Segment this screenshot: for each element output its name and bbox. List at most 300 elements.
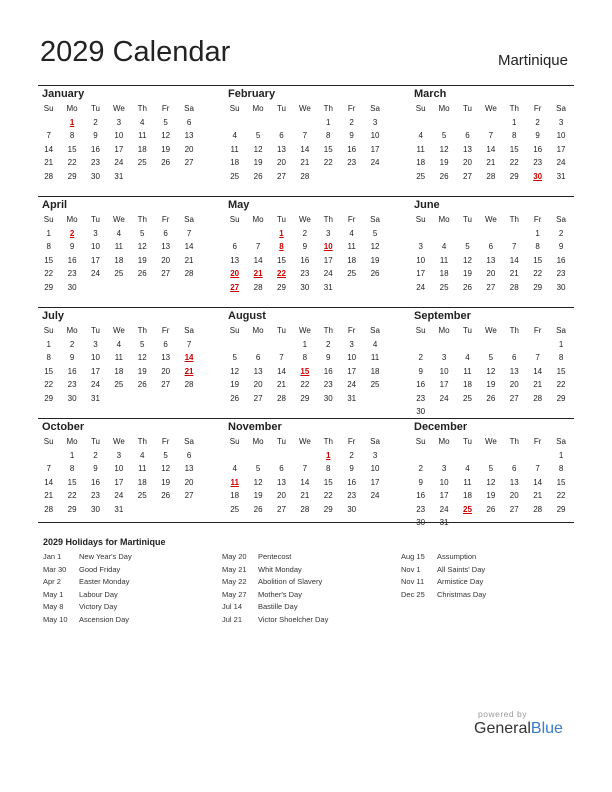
day: 29 (533, 282, 543, 292)
weekday-label: Th (509, 104, 519, 113)
day: 1 (46, 339, 51, 349)
day: 30 (91, 504, 100, 514)
holiday-date: Nov 1 (401, 564, 421, 574)
day: 7 (46, 464, 51, 473)
day: 10 (114, 131, 124, 140)
month-august (224, 308, 388, 417)
day: 6 (279, 464, 284, 473)
holiday-item (222, 590, 328, 603)
day: 10 (347, 353, 357, 362)
weekday-label: Su (415, 215, 426, 224)
month-may (224, 197, 388, 306)
day: 3 (116, 450, 122, 460)
weekday-label: We (484, 215, 497, 224)
weekday-label: Mo (438, 437, 450, 446)
day: 15 (323, 477, 333, 487)
day: 9 (349, 464, 354, 473)
holiday-name: New Year's Day (79, 552, 132, 561)
day: 10 (91, 242, 100, 251)
day: 24 (114, 491, 124, 500)
day: 22 (67, 158, 77, 167)
day: 12 (161, 131, 171, 140)
day: 4 (441, 242, 447, 251)
day: 7 (535, 353, 540, 362)
day: 31 (91, 393, 100, 403)
holiday-name: Armistice Day (437, 577, 484, 587)
day: 14 (44, 144, 54, 154)
month-name: May (228, 199, 250, 211)
empty-cell (479, 338, 502, 352)
day: 6 (512, 464, 517, 473)
day: 28 (509, 282, 519, 292)
weekday-label: Su (43, 326, 54, 335)
day: 3 (93, 339, 98, 349)
day: 18 (416, 158, 426, 167)
day: 15 (44, 255, 54, 265)
day: 26 (161, 158, 171, 167)
empty-cell (246, 338, 269, 352)
day: 22 (44, 380, 54, 389)
day: 19 (439, 158, 449, 167)
month-days (223, 324, 388, 405)
month-september (410, 308, 574, 417)
day: 15 (67, 144, 77, 154)
day: 26 (253, 171, 263, 181)
weekday-label: Mo (252, 437, 264, 446)
holiday-day: 1 (69, 117, 75, 127)
day: 20 (184, 144, 194, 154)
day: 18 (347, 255, 357, 265)
day: 6 (163, 339, 168, 349)
holiday-name: Good Friday (79, 564, 121, 574)
day: 3 (326, 228, 331, 238)
holiday-item (43, 552, 132, 565)
day: 29 (67, 171, 77, 181)
weekday-label: Tu (462, 326, 472, 335)
month-days (37, 213, 202, 294)
empty-cell (456, 449, 479, 463)
day: 11 (138, 464, 147, 473)
month-march (410, 86, 574, 195)
powered-by-text: powered by (478, 709, 527, 719)
empty-cell (479, 227, 502, 241)
day: 8 (512, 131, 517, 140)
day: 16 (67, 255, 77, 265)
weekday-label: Fr (161, 326, 170, 335)
day: 3 (558, 117, 564, 127)
day: 9 (69, 242, 75, 251)
weekday-label: Th (137, 326, 147, 335)
month-june (410, 197, 574, 306)
day: 7 (302, 464, 308, 473)
empty-cell (456, 116, 479, 130)
day: 9 (418, 366, 423, 376)
weekday-label: We (298, 326, 311, 335)
holiday-column (43, 552, 132, 628)
country-name: Martinique (497, 52, 568, 69)
day: 24 (439, 504, 449, 514)
day: 1 (326, 117, 331, 127)
day: 31 (347, 393, 357, 403)
day: 29 (44, 282, 54, 292)
brand-logo: GeneralBlue (474, 720, 563, 737)
day: 27 (277, 171, 286, 181)
weekday-label: We (112, 437, 125, 446)
day: 12 (230, 366, 240, 376)
month-april (38, 197, 202, 306)
day: 25 (230, 504, 240, 514)
weekday-label: Sa (184, 437, 194, 446)
day: 9 (558, 242, 564, 251)
day: 24 (347, 380, 357, 389)
day: 6 (232, 242, 237, 251)
holiday-name: Bastille Day (258, 602, 298, 612)
day: 29 (277, 282, 286, 292)
weekday-label: Tu (90, 437, 100, 446)
day: 12 (463, 255, 472, 265)
holiday-day: 8 (279, 242, 284, 251)
month-february (224, 86, 388, 195)
empty-cell (526, 449, 549, 463)
day: 24 (439, 393, 449, 403)
weekday-label: Sa (184, 326, 194, 335)
day: 27 (486, 282, 496, 292)
weekday-label: Su (43, 215, 54, 224)
empty-cell (223, 449, 246, 463)
day: 19 (486, 491, 496, 500)
month-row (38, 85, 574, 195)
day: 21 (44, 158, 54, 167)
day: 17 (556, 144, 566, 154)
day: 21 (184, 255, 194, 265)
day: 8 (46, 242, 51, 251)
holiday-name: Ascension Day (79, 614, 130, 624)
day: 21 (300, 158, 310, 167)
weekday-label: Mo (66, 215, 78, 224)
day: 2 (558, 228, 564, 238)
day: 19 (137, 255, 147, 265)
weekday-label: We (484, 104, 497, 113)
day: 15 (44, 366, 54, 376)
day: 20 (161, 255, 171, 265)
day: 12 (486, 366, 496, 376)
day: 3 (372, 450, 378, 460)
day: 6 (163, 228, 168, 238)
empty-cell (246, 449, 269, 463)
holiday-date: Jan 1 (43, 552, 62, 561)
day: 9 (349, 131, 354, 140)
day: 3 (372, 117, 378, 127)
empty-cell (37, 116, 60, 130)
holiday-day: 27 (230, 282, 240, 292)
day: 14 (300, 144, 310, 154)
month-row (38, 307, 574, 417)
day: 23 (347, 158, 357, 167)
day: 13 (253, 366, 263, 376)
month-december (410, 419, 574, 528)
day: 22 (509, 158, 519, 167)
day: 2 (326, 339, 331, 349)
day: 25 (416, 171, 426, 181)
day: 31 (439, 518, 449, 527)
empty-cell (246, 227, 269, 241)
empty-cell (409, 116, 432, 130)
weekday-label: Fr (533, 104, 542, 113)
weekday-label: Th (509, 437, 519, 446)
holiday-day: 15 (300, 366, 310, 376)
empty-cell (293, 449, 316, 463)
day: 26 (370, 269, 380, 278)
weekday-label: Fr (347, 326, 356, 335)
day: 13 (184, 464, 194, 473)
day: 18 (137, 477, 147, 487)
weekday-label: Sa (370, 437, 380, 446)
day: 14 (277, 366, 286, 376)
holiday-day: 14 (184, 353, 194, 362)
day: 6 (488, 242, 494, 251)
day: 14 (486, 144, 496, 154)
day: 5 (441, 131, 447, 140)
holiday-day: 21 (184, 366, 194, 376)
day: 16 (556, 255, 566, 265)
holiday-name: Pentecost (258, 552, 292, 561)
holiday-date: Nov 11 (401, 577, 425, 587)
weekday-label: Sa (184, 104, 194, 113)
weekday-label: We (298, 437, 311, 446)
holiday-date: Apr 2 (43, 577, 61, 587)
day: 1 (558, 339, 564, 349)
day: 26 (463, 282, 472, 292)
day: 6 (255, 353, 261, 362)
day: 19 (486, 380, 496, 389)
day: 22 (533, 269, 543, 278)
day: 21 (300, 491, 310, 500)
day: 8 (535, 242, 540, 251)
weekday-label: Tu (276, 104, 286, 113)
empty-cell (270, 338, 293, 352)
day: 18 (439, 269, 449, 278)
holiday-day: 30 (533, 171, 543, 181)
holiday-item (222, 615, 328, 628)
day: 24 (370, 491, 380, 500)
holiday-date: May 27 (222, 589, 247, 599)
day: 16 (533, 144, 543, 154)
day: 17 (439, 491, 449, 500)
weekday-label: Su (415, 104, 426, 113)
day: 10 (370, 131, 380, 140)
weekday-label: Fr (161, 104, 170, 113)
day: 11 (416, 144, 425, 154)
day: 26 (161, 491, 171, 500)
day: 28 (184, 269, 194, 278)
day: 14 (184, 242, 194, 251)
day: 4 (140, 117, 145, 127)
day: 14 (300, 477, 310, 487)
holiday-date: May 22 (222, 577, 247, 587)
day: 29 (556, 504, 566, 514)
weekday-label: Mo (438, 104, 450, 113)
day: 25 (370, 380, 380, 389)
day: 19 (161, 144, 171, 154)
day: 5 (140, 228, 145, 238)
weekday-label: Tu (462, 104, 472, 113)
month-name: March (414, 88, 447, 100)
weekday-label: Su (229, 104, 240, 113)
day: 29 (556, 393, 566, 403)
day: 17 (370, 144, 380, 154)
day: 4 (418, 131, 423, 140)
day: 2 (302, 228, 308, 238)
day: 24 (91, 269, 100, 278)
day: 27 (253, 393, 263, 403)
holiday-item (43, 602, 132, 615)
weekday-label: Mo (252, 215, 264, 224)
day: 31 (556, 171, 566, 181)
holidays-title: 2029 Holidays for Martinique (43, 537, 166, 547)
day: 4 (465, 353, 470, 362)
month-days (409, 213, 574, 294)
day: 31 (323, 282, 333, 292)
holiday-item (222, 552, 328, 565)
day: 20 (509, 380, 519, 389)
holiday-name: Easter Monday (79, 577, 130, 587)
day: 2 (535, 117, 540, 127)
day: 26 (137, 380, 147, 389)
weekday-label: Tu (90, 215, 100, 224)
day: 15 (556, 477, 566, 487)
day: 25 (114, 380, 124, 389)
weekday-label: We (298, 215, 311, 224)
holiday-item (43, 590, 132, 603)
empty-cell (246, 116, 269, 130)
empty-cell (293, 116, 316, 130)
day: 20 (509, 491, 519, 500)
empty-cell (503, 338, 526, 352)
day: 3 (116, 117, 122, 127)
day: 4 (116, 228, 122, 238)
day: 21 (277, 380, 286, 389)
weekday-label: Fr (533, 326, 542, 335)
day: 15 (323, 144, 333, 154)
empty-cell (409, 449, 432, 463)
month-days (223, 102, 388, 183)
day: 25 (347, 269, 357, 278)
month-name: January (42, 88, 85, 100)
day: 23 (347, 491, 357, 500)
day: 1 (302, 339, 308, 349)
day: 9 (93, 131, 98, 140)
day: 4 (232, 131, 237, 140)
day: 19 (230, 380, 240, 389)
holiday-name: Labour Day (79, 589, 118, 599)
day: 14 (533, 366, 543, 376)
day: 6 (465, 131, 470, 140)
weekday-label: Th (137, 215, 147, 224)
day: 21 (509, 269, 519, 278)
calendar-grid (38, 85, 574, 528)
day: 7 (488, 131, 494, 140)
weekday-label: Th (509, 326, 519, 335)
weekday-label: Tu (276, 437, 286, 446)
day: 4 (465, 464, 470, 473)
weekday-label: Tu (462, 437, 472, 446)
day: 18 (114, 255, 124, 265)
day: 23 (67, 380, 77, 389)
day: 23 (91, 158, 100, 167)
day: 3 (441, 464, 447, 473)
day: 23 (416, 504, 426, 514)
day: 20 (277, 491, 286, 500)
month-name: November (228, 421, 282, 433)
day: 11 (439, 255, 449, 265)
month-days (409, 102, 574, 183)
day: 13 (277, 144, 286, 154)
weekday-label: We (298, 104, 311, 113)
empty-cell (409, 338, 432, 352)
day: 29 (44, 393, 54, 403)
day: 29 (509, 171, 519, 181)
day: 22 (323, 158, 333, 167)
holiday-name: Abolition of Slavery (258, 577, 323, 587)
holiday-column (222, 552, 328, 628)
weekday-label: We (112, 104, 125, 113)
empty-cell (223, 116, 246, 130)
day: 30 (67, 393, 77, 403)
day: 30 (416, 518, 426, 527)
day: 8 (326, 464, 331, 473)
day: 26 (439, 171, 449, 181)
day: 8 (69, 464, 75, 473)
holiday-column (401, 552, 486, 602)
day: 23 (323, 380, 333, 389)
day: 24 (416, 282, 426, 292)
day: 16 (323, 366, 333, 376)
day: 30 (556, 282, 566, 292)
holiday-date: Jul 21 (222, 614, 243, 624)
day: 2 (93, 450, 98, 460)
day: 24 (114, 158, 124, 167)
empty-cell (223, 338, 246, 352)
day: 2 (93, 117, 98, 127)
weekday-label: Sa (370, 104, 380, 113)
day: 1 (46, 228, 51, 238)
day: 3 (441, 353, 447, 362)
day: 6 (186, 117, 192, 127)
weekday-label: Su (415, 326, 426, 335)
weekday-label: Tu (90, 326, 100, 335)
day: 21 (533, 380, 543, 389)
weekday-label: Sa (556, 326, 566, 335)
day: 28 (300, 171, 310, 181)
weekday-label: Sa (556, 437, 566, 446)
empty-cell (432, 338, 455, 352)
day: 6 (279, 131, 284, 140)
day: 13 (463, 144, 472, 154)
weekday-label: Mo (66, 104, 78, 113)
month-november (224, 419, 388, 528)
weekday-label: Tu (276, 215, 286, 224)
day: 8 (558, 464, 564, 473)
day: 20 (184, 477, 194, 487)
day: 5 (372, 228, 378, 238)
day: 10 (556, 131, 566, 140)
holiday-name: All Saints' Day (437, 564, 486, 574)
weekday-label: Fr (161, 437, 170, 446)
day: 5 (140, 339, 145, 349)
weekday-label: Mo (66, 326, 78, 335)
holiday-day: 1 (326, 450, 331, 460)
day: 11 (347, 242, 356, 251)
